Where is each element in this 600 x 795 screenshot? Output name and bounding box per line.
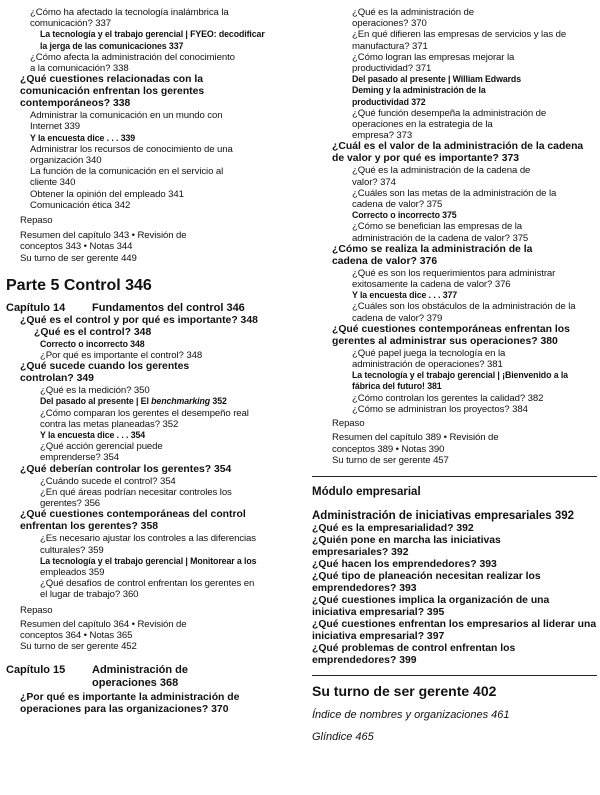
toc-entry[interactable]: ¿Cómo comparan los gerentes el desempeño real — [40, 407, 249, 419]
toc-entry[interactable]: Administrar la comunicación en un mundo con — [30, 110, 223, 122]
toc-entry[interactable]: conceptos 364 • Notas 365 — [20, 629, 133, 641]
toc-question[interactable]: ¿Qué cuestiones contemporáneas enfrentan los — [332, 323, 570, 335]
toc-entry[interactable]: el lugar de trabajo? 360 — [40, 589, 139, 601]
toc-question[interactable]: controlan? 349 — [20, 373, 94, 385]
toc-entry[interactable]: Su turno de ser gerente 449 — [20, 252, 137, 264]
toc-question[interactable]: ¿Qué sucede cuando los gerentes — [20, 361, 190, 373]
feature-entry[interactable]: Correcto o incorrecto 348 — [40, 338, 145, 349]
toc-entry[interactable]: operaciones? 370 — [352, 18, 427, 30]
feature-entry[interactable]: La tecnología y el trabajo gerencial | ¡Bienvenido a la — [352, 370, 568, 381]
toc-question[interactable]: gerentes al administrar sus operaciones? 380 — [332, 335, 558, 347]
manager-turn-heading[interactable]: Su turno de ser gerente 402 — [312, 682, 497, 699]
toc-entry[interactable]: a la comunicación? 338 — [30, 63, 129, 75]
toc-entry[interactable]: gerentes? 356 — [40, 498, 101, 510]
toc-entry[interactable]: contra las metas planeadas? 352 — [40, 418, 179, 430]
feature-entry[interactable]: Y la encuesta dice . . . 377 — [352, 290, 458, 301]
toc-entry[interactable]: emprenderse? 354 — [40, 452, 119, 464]
index-entry[interactable]: Índice de nombres y organizaciones 461 — [312, 708, 510, 721]
toc-entry[interactable]: La función de la comunicación en el servicio al — [30, 166, 224, 178]
chapter-title-line: Administración de — [92, 664, 188, 677]
toc-entry[interactable]: ¿Cómo se administran los proyectos? 384 — [352, 403, 528, 415]
feature-entry[interactable]: Deming y la administración de la — [352, 85, 486, 96]
toc-entry[interactable]: ¿Cómo se benefician las empresas de la — [352, 221, 523, 233]
toc-question[interactable]: empresariales? 392 — [312, 546, 409, 558]
toc-entry[interactable]: cadena de valor? 375 — [352, 199, 443, 211]
feature-entry[interactable]: Y la encuesta dice . . . 354 — [40, 430, 146, 441]
left-column — [0, 0, 292, 716]
toc-entry[interactable]: ¿Cuándo sucede el control? 354 — [40, 475, 176, 487]
toc-question[interactable]: emprendedores? 399 — [312, 654, 417, 666]
toc-question[interactable]: ¿Qué cuestiones implica la organización de una — [312, 594, 550, 606]
chapter-label: Capítulo 14 — [6, 301, 66, 314]
toc-question[interactable]: comunicación enfrentan los gerentes — [20, 86, 205, 98]
toc-entry[interactable]: empresa? 373 — [352, 130, 413, 142]
toc-question[interactable]: ¿Qué es la empresarialidad? 392 — [312, 522, 474, 534]
toc-question[interactable]: ¿Qué cuestiones relacionadas con la — [20, 74, 204, 86]
toc-entry[interactable]: ¿Qué función desempeña la administración de — [352, 107, 547, 119]
toc-entry[interactable]: ¿Qué papel juega la tecnología en la — [352, 347, 506, 359]
toc-question[interactable]: ¿Qué tipo de planeación necesitan realizar los — [312, 570, 541, 582]
chapter-title-line: operaciones 368 — [92, 677, 179, 690]
toc-entry[interactable]: ¿Cuáles son los obstáculos de la administración de la — [352, 301, 576, 313]
toc-entry[interactable]: ¿En qué difieren las empresas de servicios y las de — [352, 29, 567, 41]
toc-entry[interactable]: empleados 359 — [40, 566, 105, 578]
toc-entry[interactable]: Administrar los recursos de conocimiento de una — [30, 143, 233, 155]
toc-entry[interactable]: organización 340 — [30, 155, 102, 167]
chapter-title: Fundamentos del control 346 — [92, 301, 245, 314]
toc-entry[interactable]: conceptos 343 • Notas 344 — [20, 241, 133, 253]
toc-entry[interactable]: ¿Qué desafíos de control enfrentan los gerentes en — [40, 578, 255, 590]
toc-question[interactable]: ¿Quién pone en marcha las iniciativas — [312, 534, 501, 546]
toc-entry[interactable]: ¿Qué es la administración de la cadena de — [352, 165, 531, 177]
toc-entry[interactable]: conceptos 389 • Notas 390 — [332, 443, 445, 455]
toc-subquestion[interactable]: ¿Qué es el control? 348 — [34, 326, 152, 338]
toc-question[interactable]: ¿Qué problemas de control enfrentan los — [312, 642, 516, 654]
feature-page: 352 — [210, 396, 227, 407]
toc-entry[interactable]: cadena de valor? 379 — [352, 312, 443, 324]
feature-entry[interactable]: Y la encuesta dice . . . 339 — [30, 132, 136, 143]
toc-entry[interactable]: administración de la cadena de valor? 375 — [352, 232, 529, 244]
toc-question[interactable]: emprendedores? 393 — [312, 582, 417, 594]
toc-entry[interactable]: ¿Cómo afecta la administración del conocimiento — [30, 51, 235, 63]
toc-entry[interactable]: Su turno de ser gerente 457 — [332, 454, 449, 466]
toc-entry[interactable]: operaciones en la estrategia de la — [352, 119, 493, 131]
toc-entry[interactable]: comunicación? 337 — [30, 18, 111, 30]
review-heading: Repaso — [20, 604, 53, 616]
toc-entry[interactable]: Internet 339 — [30, 121, 81, 133]
toc-entry[interactable]: Obtener la opinión del empleado 341 — [30, 188, 184, 200]
toc-question[interactable]: cadena de valor? 376 — [332, 255, 438, 267]
toc-entry[interactable]: ¿Cómo ha afectado la tecnología inalámbrica la — [30, 7, 229, 18]
toc-entry[interactable]: administración de operaciones? 381 — [352, 359, 503, 371]
toc-entry[interactable]: ¿Por qué es importante el control? 348 — [40, 350, 203, 362]
toc-question[interactable]: iniciativa empresarial? 397 — [312, 630, 445, 642]
feature-label: Del pasado al presente | El — [40, 396, 152, 407]
toc-entry[interactable]: Resumen del capítulo 364 • Revisión de — [20, 618, 187, 630]
toc-entry[interactable]: culturales? 359 — [40, 544, 104, 556]
toc-entry[interactable]: cliente 340 — [30, 177, 76, 189]
toc-question[interactable]: de valor y por qué es importante? 373 — [332, 153, 520, 165]
toc-entry[interactable]: ¿Qué es la medición? 350 — [40, 385, 150, 397]
toc-question[interactable]: ¿Por qué es importante la administración de — [20, 692, 240, 704]
review-heading: Repaso — [332, 418, 365, 430]
toc-question[interactable]: ¿Qué cuestiones contemporáneas del control — [20, 509, 246, 521]
toc-entry[interactable]: ¿Qué es son los requerimientos para administrar — [352, 267, 556, 279]
feature-entry[interactable]: la jerga de las comunicaciones 337 — [40, 40, 184, 51]
toc-entry[interactable]: Comunicación ética 342 — [30, 199, 131, 211]
toc-entry[interactable]: ¿Cuáles son las metas de la administración de la — [352, 187, 557, 199]
toc-question[interactable]: ¿Cuál es el valor de la administración de la cadena — [332, 141, 584, 153]
chapter-label: Capítulo 15 — [6, 664, 66, 677]
toc-entry[interactable]: ¿Qué acción gerencial puede — [40, 441, 163, 453]
toc-question[interactable]: contemporáneos? 338 — [20, 98, 131, 110]
toc-question[interactable]: ¿Qué hacen los emprendedores? 393 — [312, 558, 497, 570]
toc-entry[interactable]: ¿Cómo controlan los gerentes la calidad? 382 — [352, 392, 544, 404]
feature-topic: benchmarking — [151, 396, 211, 407]
toc-question[interactable]: ¿Qué es el control y por qué es importante? 348 — [20, 314, 258, 326]
toc-entry[interactable]: Resumen del capítulo 389 • Revisión de — [332, 432, 499, 444]
feature-entry[interactable]: Del pasado al presente | William Edwards — [352, 74, 522, 85]
toc-entry[interactable]: ¿Es necesario ajustar los controles a las diferencias — [40, 533, 256, 545]
toc-entry[interactable]: productividad? 371 — [352, 63, 432, 75]
toc-entry[interactable]: exitosamente la cadena de valor? 376 — [352, 279, 511, 291]
chapter-heading[interactable] — [0, 664, 292, 690]
feature-entry[interactable]: Correcto o incorrecto 375 — [352, 210, 457, 221]
toc-entry[interactable]: ¿Cómo logran las empresas mejorar la — [352, 51, 515, 63]
toc-question[interactable]: operaciones para las organizaciones? 370 — [20, 704, 229, 716]
review-heading: Repaso — [20, 215, 53, 227]
toc-question[interactable]: ¿Qué cuestiones enfrentan los empresarios al liderar una — [312, 618, 597, 630]
toc-entry[interactable]: manufactura? 371 — [352, 40, 428, 52]
chapter-title — [92, 664, 188, 690]
chapter-heading[interactable] — [0, 302, 292, 315]
toc-entry[interactable]: Resumen del capítulo 343 • Revisión de — [20, 230, 187, 242]
toc-question[interactable]: iniciativa empresarial? 395 — [312, 606, 445, 618]
feature-entry[interactable] — [0, 396, 292, 407]
feature-entry[interactable]: La tecnología y el trabajo gerencial | FYEO: decodificar — [40, 29, 265, 40]
toc-entry[interactable]: ¿Qué es la administración de — [352, 7, 474, 18]
glossary-entry[interactable]: Glíndice 465 — [312, 730, 374, 743]
feature-entry[interactable]: La tecnología y el trabajo gerencial | Monitorear a los — [40, 555, 257, 566]
toc-question[interactable]: enfrentan los gerentes? 358 — [20, 521, 159, 533]
toc-entry[interactable]: ¿En qué áreas podrían necesitar controles los — [40, 486, 232, 498]
toc-entry[interactable]: valor? 374 — [352, 176, 396, 188]
module-title[interactable]: Administración de iniciativas empresariales 392 — [312, 509, 575, 522]
part-heading[interactable]: Parte 5 Control 346 — [6, 276, 152, 294]
toc-question[interactable]: ¿Cómo se realiza la administración de la — [332, 243, 533, 255]
feature-entry[interactable]: productividad 372 — [352, 96, 426, 107]
right-column — [312, 0, 597, 744]
toc-question[interactable]: ¿Qué deberían controlar los gerentes? 354 — [20, 463, 232, 475]
module-heading: Módulo empresarial — [312, 485, 421, 498]
feature-entry[interactable]: fábrica del futuro! 381 — [352, 381, 442, 392]
toc-entry[interactable]: Su turno de ser gerente 452 — [20, 641, 137, 653]
